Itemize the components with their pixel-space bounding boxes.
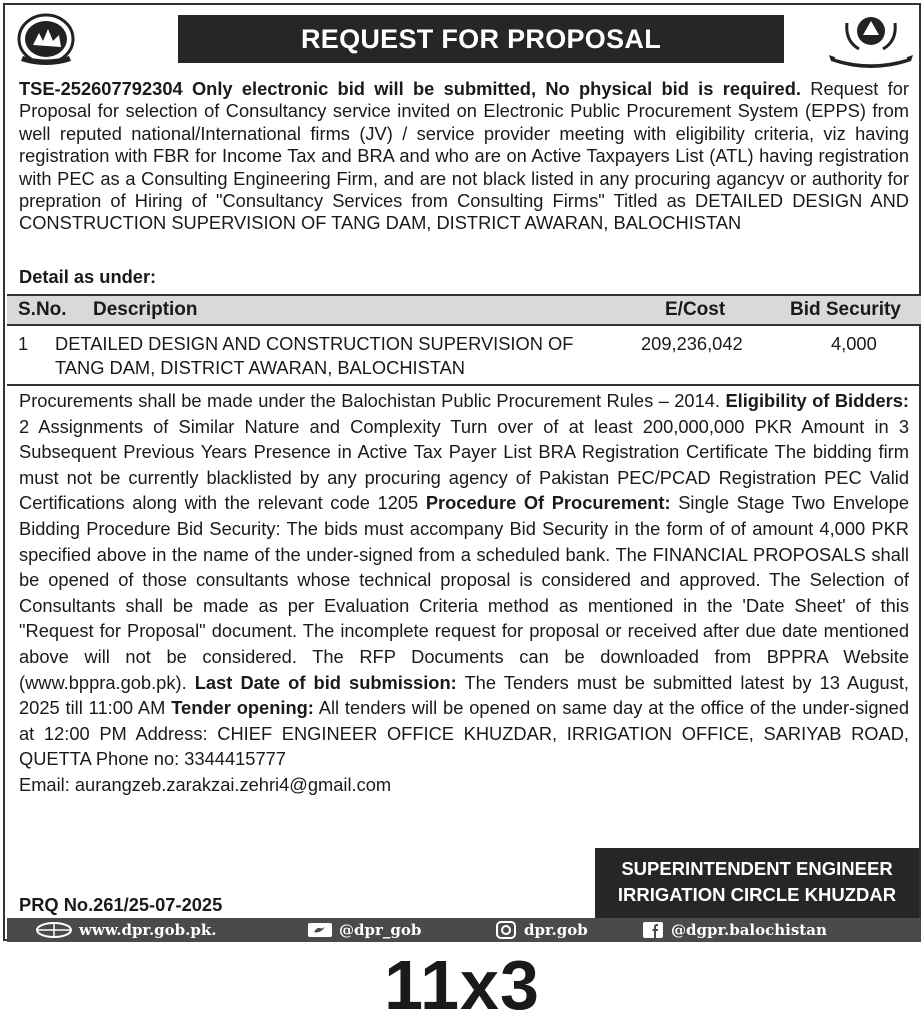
table-header [7,294,921,326]
instagram-icon [494,921,518,939]
irrigation-department-emblem-icon [825,11,917,69]
footer-instagram[interactable] [494,918,588,942]
cell-cost: 209,236,042 [641,333,743,354]
cell-description: DETAILED DESIGN AND CONSTRUCTION SUPERVISION OF TANG DAM, DISTRICT AWARAN, BALOCHISTAN [55,333,574,378]
procedure-label: Procedure Of Procurement: [425,492,671,514]
last-date-text: The Tenders must be submitted latest by 13 August, 2025 till 11:00 AM [19,671,910,719]
intro-text: Request for Proposal for selection of Consultancy service invited on Electronic Public Procurement System (EPPS) from well reputed national/International firms (JV) / service provider meeting with eligibility criteria, viz having registration with FBR for Income Tax and BRA and who are on Active Taxpayers List (ATL) having registration with PEC as a Consulting Engineering Firm, and are not black listed in any procuring agancyv or authority for prepration of Hiring of "Consultancy Services from Consulting Firms" Titled as DETAILED DESIGN AND CONSTRUCTION SUPERVISION OF TANG DAM, DISTRICT AWARAN, BALOCHISTAN [19,78,909,234]
balochistan-government-emblem-icon [13,11,79,69]
eligibility-label: Eligibility of Bidders: [725,390,909,411]
rules-text: Procurements shall be made under the Balochistan Public Procurement Rules – 2014. [19,390,721,411]
page-title: REQUEST FOR PROPOSAL [178,15,784,63]
email-text: Email: aurangzeb.zarakzai.zehri4@gmail.com [19,773,392,795]
tender-number: TSE-252607792304 [19,78,183,99]
footer-facebook[interactable] [641,918,827,942]
eligibility-text: 2 Assignments of Similar Nature and Complexity Turn over of at least 200,000,000 PKR Amount in 3 Subsequent Previous Years Presence in Active Tax Payer List BRA Registration Certificate The bidding firm must not be currently blacklisted by any procuring agency of Pakistan PEC/PCAD Registration PEC Valid Certifications along with the relevant code 1205 [19,415,909,514]
twitter-icon [307,922,333,938]
prq-number: PRQ No.261/25-07-2025 [19,894,223,915]
cell-bid-security: 4,000 [831,333,877,354]
signature-title: SUPERINTENDENT ENGINEER [621,858,893,879]
header-bid-security: Bid Security [790,299,901,320]
globe-icon [35,922,73,938]
header-sno: S.No. [18,299,67,320]
tender-opening-label: Tender opening: [171,697,314,719]
tender-table [7,294,921,386]
facebook-handle: @dgpr.balochistan [671,921,827,939]
header-description: Description [93,299,198,320]
header-cost: E/Cost [665,299,726,320]
cell-sno: 1 [18,333,29,354]
ad-size-label: 11x3 [384,946,540,1024]
electronic-bid-note: Only electronic bid will be submitted, No physical bid is required. [191,78,801,99]
table-row [7,326,921,386]
footer-twitter[interactable] [307,918,421,942]
tender-opening-text: All tenders will be opened on same day at the office of the under-signed at 12:00 PM Address: CHIEF ENGINEER OFFICE KHUZDAR, IRRIGATION OFFICE, SARIYAB ROAD, QUETTA Phone no: 3344415777 [19,697,909,770]
procedure-text: Single Stage Two Envelope Bidding Procedure Bid Security: The bids must accompany Bid Security in the form of of amount 4,000 PKR specified above in the name of the under-signed from a scheduled bank. The FINANCIAL PROPOSALS shall be opened of those consultants whose technical proposal is considered and approved. The Selection of Consultants shall be made as per Evaluation Criteria method as mentioned in the 'Date Sheet' of this "Request for Proposal" document. The incomplete request for proposal or received after due date mentioned above will not be considered. The RFP Documents can be downloaded from BPPRA Website (www.bppra.gob.pk). [19,492,909,693]
signature-office: IRRIGATION CIRCLE KHUZDAR [617,884,897,905]
twitter-handle: @dpr_gob [339,921,422,939]
detail-label: Detail as under: [19,266,157,287]
advertisement-frame [3,3,921,941]
facebook-icon [641,921,665,939]
instagram-handle: dpr.gob [524,921,588,939]
website-text: www.dpr.gob.pk. [79,921,217,939]
last-date-label: Last Date of bid submission: [194,671,457,693]
terms-paragraph [19,388,909,798]
intro-paragraph [19,78,909,235]
footer-website[interactable] [35,918,216,942]
footer-bar [7,918,921,942]
signature-block [595,848,919,918]
